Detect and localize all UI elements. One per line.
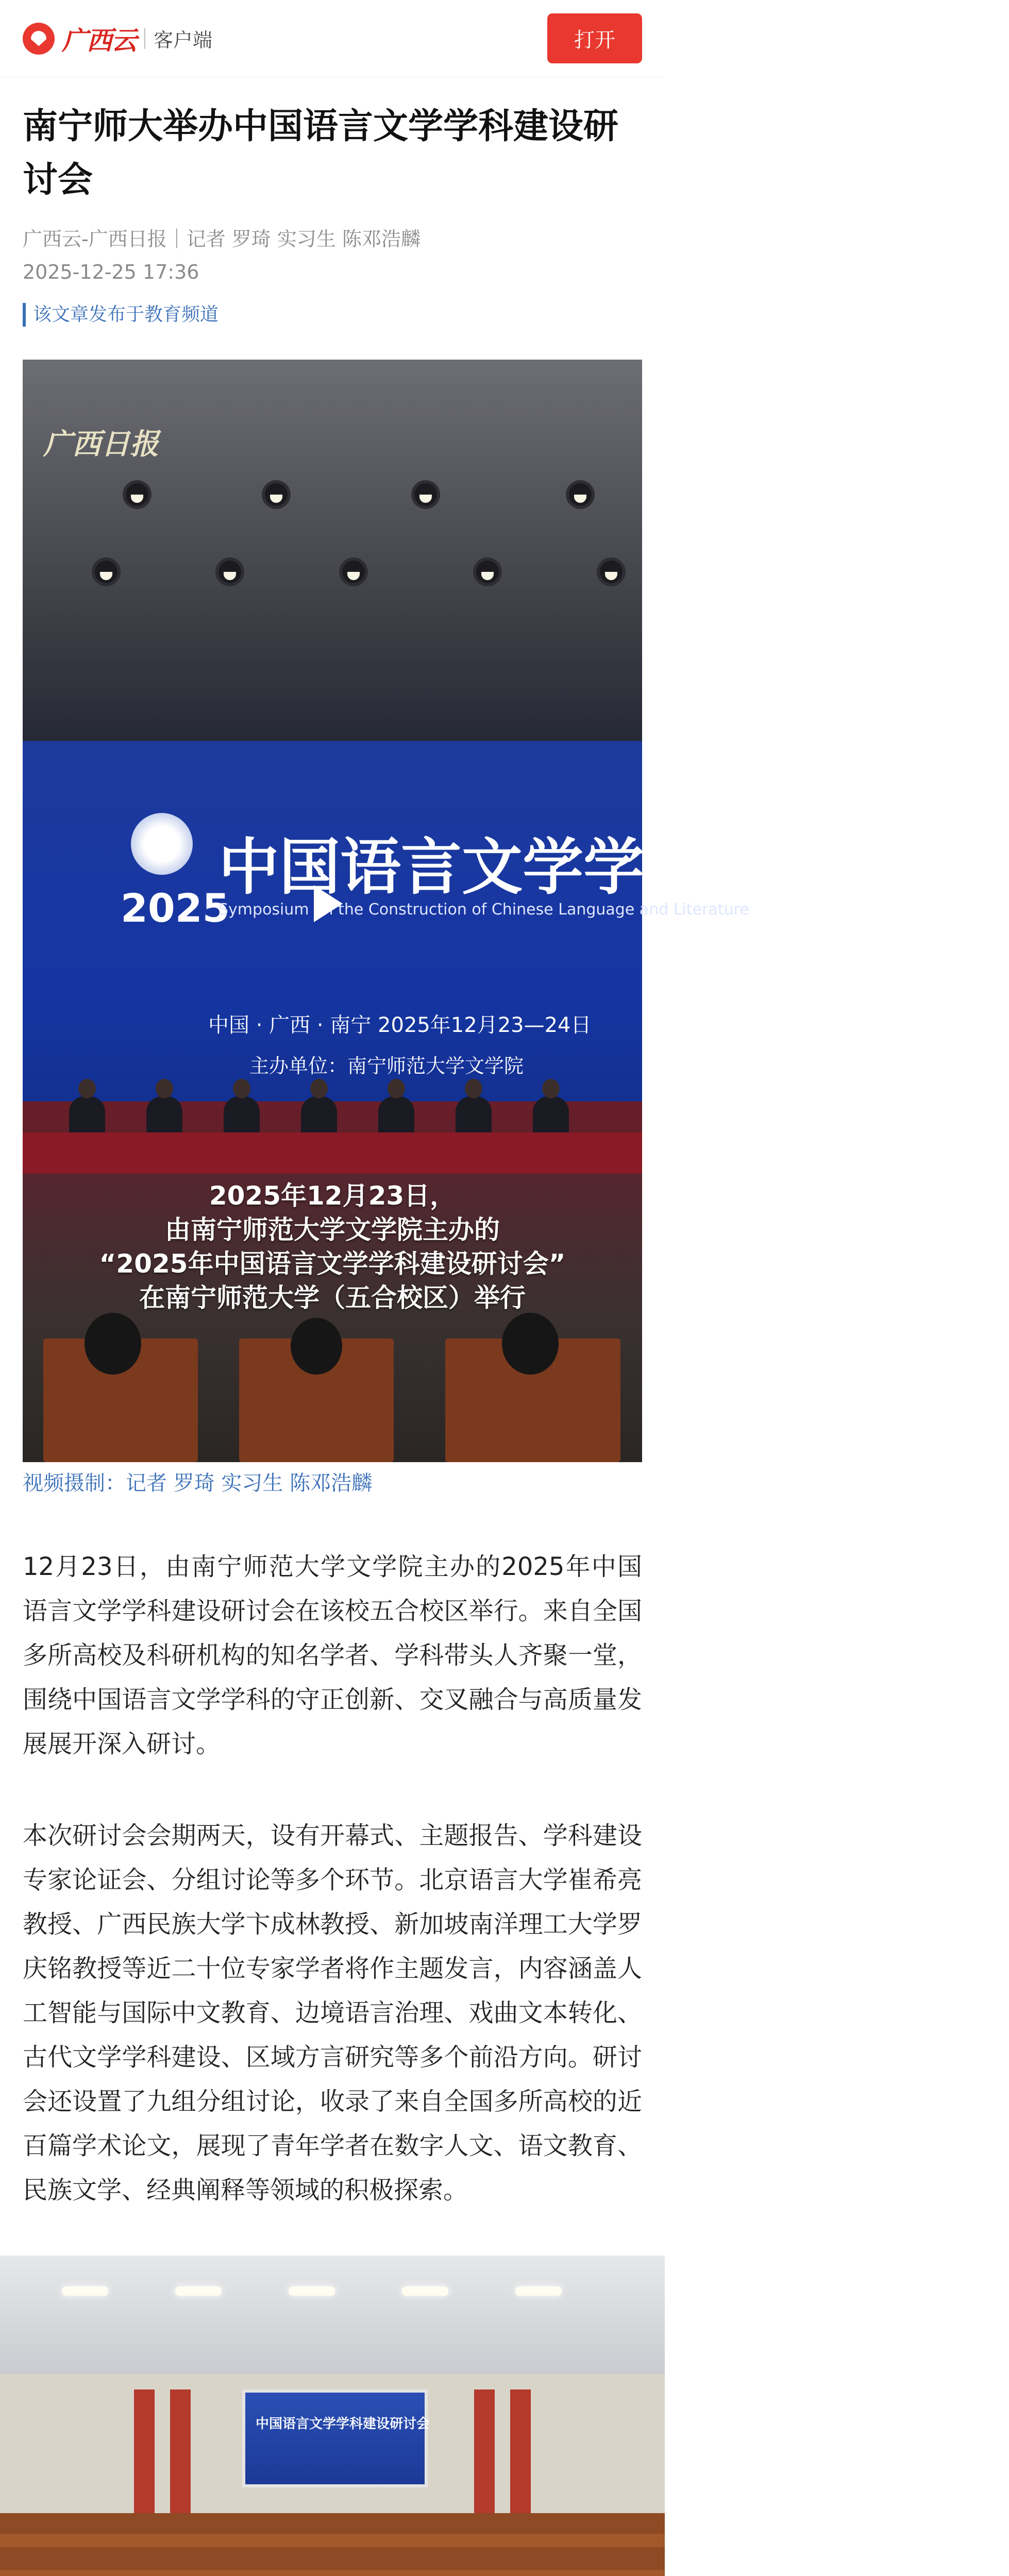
screen-year: 2025 bbox=[121, 885, 230, 931]
article-meta: 广西云-广西日报｜记者 罗琦 实习生 陈邓浩麟 bbox=[23, 228, 421, 250]
red-wall-panel bbox=[474, 2389, 495, 2513]
logo-divider bbox=[144, 28, 145, 49]
video-credit: 视频摄制：记者 罗琦 实习生 陈邓浩麟 bbox=[23, 1471, 373, 1495]
photo-ceiling bbox=[0, 2256, 665, 2374]
ceiling-lamp-icon bbox=[342, 561, 365, 583]
ceiling-lamp-icon bbox=[95, 561, 117, 583]
article-paragraph: 本次研讨会会期两天，设有开幕式、主题报告、学科建设专家论证会、分组讨论等多个环节。北京语言大学崔希亮教授、广西民族大学卞成林教授、新加坡南洋理工大学罗庆铭教授等近二十位专家学者将作主题发言，内容涵盖人工智能与国际中文教育、边境语言治理、戏曲文本转化、古代文学学科建设、区域方言研究等多个前沿方向。研讨会还设置了九组分组讨论，收录了来自全国多所高校的近百篇学术论文，展现了青年学者在数字人文、语文教育、民族文学、经典阐释等领域的积极探索。 bbox=[23, 1821, 642, 2205]
ceiling-lamp-icon bbox=[218, 561, 241, 583]
ceiling-light bbox=[289, 2286, 335, 2296]
ceiling-lamp-icon bbox=[265, 483, 288, 506]
guangxiyun-logo-icon bbox=[23, 23, 55, 55]
ceiling-light bbox=[175, 2286, 222, 2296]
ceiling-lamp-icon bbox=[414, 483, 437, 506]
play-icon[interactable] bbox=[314, 885, 343, 922]
audience-head bbox=[85, 1313, 141, 1375]
ceiling-lamp-icon bbox=[126, 483, 148, 506]
video-caption-line: 在南宁师范大学（五合校区）举行 bbox=[139, 1283, 526, 1313]
ceiling-lamp-icon bbox=[476, 561, 499, 583]
audience-head bbox=[502, 1313, 559, 1375]
video-caption bbox=[23, 1179, 642, 1315]
audience-head bbox=[291, 1318, 342, 1375]
logo-text: 广西云 bbox=[62, 25, 136, 56]
publish-date: 2025-12-25 17:36 bbox=[23, 261, 199, 283]
video-logo-watermark: 广西日报 bbox=[43, 427, 159, 461]
ceiling-lamp-icon bbox=[600, 561, 623, 583]
conference-photo[interactable] bbox=[0, 2256, 665, 2576]
client-label: 客户端 bbox=[154, 29, 213, 52]
ceiling-light bbox=[62, 2286, 108, 2296]
ceiling-lamp-icon bbox=[569, 483, 592, 506]
university-emblem-icon bbox=[131, 813, 193, 875]
channel-tag[interactable]: 该文章发布于教育频道 bbox=[23, 303, 642, 327]
ceiling-light bbox=[515, 2286, 562, 2296]
video-caption-line: 2025年12月23日， bbox=[209, 1181, 456, 1211]
screen-place-date: 中国 · 广西 · 南宁 2025年12月23—24日 bbox=[208, 1013, 592, 1037]
audience-seating bbox=[0, 2513, 665, 2576]
article-paragraph: 12月23日，由南宁师范大学文学院主办的2025年中国语言文学学科建设研讨会在该校五合校区举行。来自全国多所高校及科研机构的知名学者、学科带头人齐聚一堂，围绕中国语言文学学科的守正创新、交叉融合与高质量发展展开深入研讨。 bbox=[23, 1552, 642, 1758]
video-player[interactable] bbox=[23, 360, 1009, 1460]
ceiling-light bbox=[402, 2286, 448, 2296]
red-wall-panel bbox=[510, 2389, 531, 2513]
red-wall-panel bbox=[170, 2389, 191, 2513]
article-title: 南宁师大举办中国语言文学学科建设研讨会 bbox=[23, 106, 619, 200]
seat-row bbox=[0, 2570, 665, 2576]
video-caption-line: 由南宁师范大学文学院主办的 bbox=[165, 1215, 500, 1245]
screen-english-title: Symposium on the Construction of Chinese Language and Literature bbox=[218, 901, 749, 919]
stage-table bbox=[23, 1132, 642, 1174]
photo-stage-screen bbox=[242, 2389, 428, 2487]
video-ceiling bbox=[23, 360, 642, 751]
red-wall-panel bbox=[134, 2389, 155, 2513]
screen-host: 主办单位：南宁师范大学文学院 bbox=[249, 1055, 524, 1077]
open-app-button[interactable]: 打开 bbox=[547, 13, 642, 63]
brand-logo[interactable] bbox=[23, 20, 212, 57]
article-body bbox=[0, 100, 1009, 2576]
screen-headline: 中国语言文学学科建设研讨会 bbox=[218, 832, 1009, 903]
top-app-bar bbox=[0, 0, 665, 77]
video-caption-line: “2025年中国语言文学学科建设研讨会” bbox=[99, 1249, 566, 1279]
seat-row bbox=[0, 2534, 665, 2547]
photo-screen-text: 中国语言文学学科建设研讨会 bbox=[256, 2416, 430, 2432]
